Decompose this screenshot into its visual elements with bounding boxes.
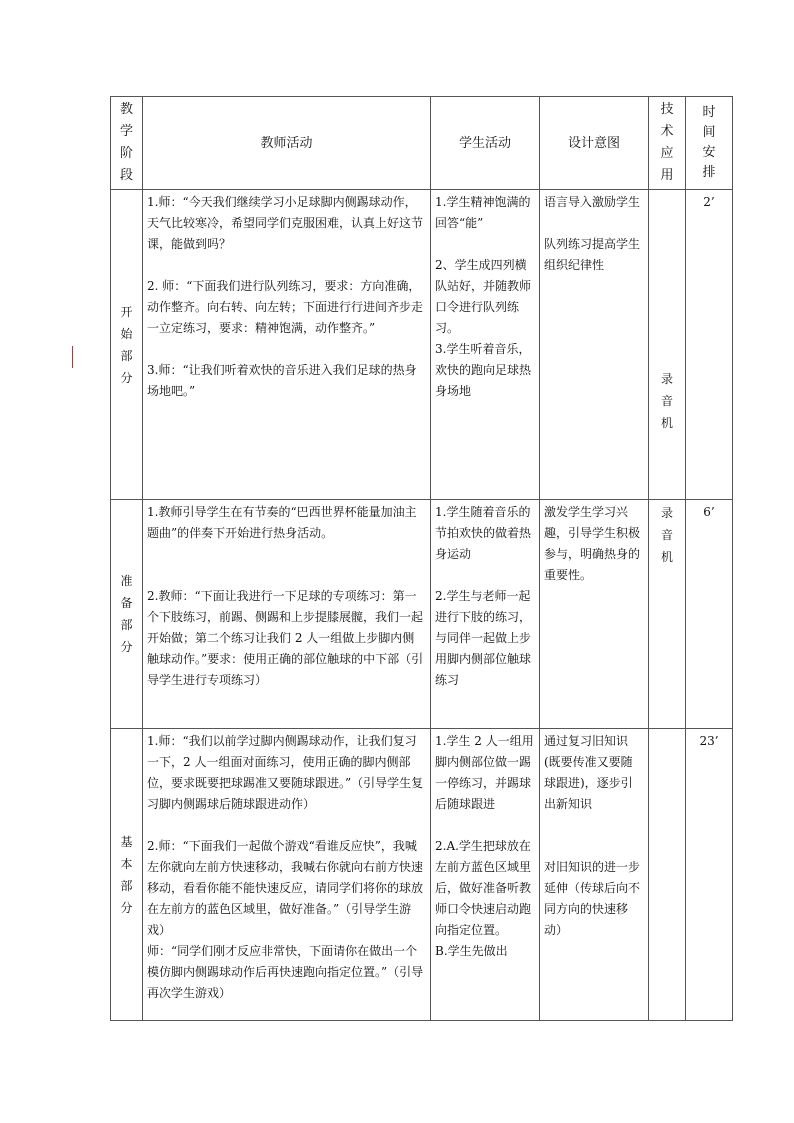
table-row bbox=[111, 729, 733, 1021]
header-design: 设计意图 bbox=[540, 97, 649, 190]
time-cell: 2’ bbox=[686, 190, 733, 500]
design-para: 激发学生学习兴趣，引导学生积极参与，明确热身的重要性。 bbox=[544, 505, 641, 582]
stage-cell: 准备部分 bbox=[111, 500, 143, 729]
design-para: 语言导入激励学生 bbox=[544, 195, 641, 209]
table-header-row bbox=[111, 97, 733, 190]
time-cell: 23’ bbox=[686, 729, 733, 1021]
time-cell: 6’ bbox=[686, 500, 733, 729]
student-para: 2.学生与老师一起进行下肢的练习，与同伴一起做上步用脚内侧部位触球练习 bbox=[435, 589, 532, 687]
header-teacher: 教师活动 bbox=[143, 97, 431, 190]
student-para: 1.学生精神饱满的回答“能” bbox=[435, 195, 531, 230]
table-row bbox=[111, 190, 733, 500]
design-cell bbox=[540, 190, 649, 500]
header-time: 时间安排 bbox=[686, 97, 733, 190]
teacher-para: 1.教师引导学生在有节奏的“巴西世界杯能量加油主题曲”的伴奏下开始进行热身活动。 bbox=[147, 505, 417, 540]
student-para: 1.学生 2 人一组用脚内侧部位做一踢一停练习，并踢球后随球跟进 bbox=[435, 734, 534, 811]
teacher-cell bbox=[143, 729, 431, 1021]
student-para: 2、学生成四列横队站好，并随教师口令进行队列练习。 bbox=[435, 258, 532, 335]
tech-cell: 录音机 bbox=[649, 500, 686, 729]
design-para: 对旧知识的进一步延伸（传球后向不同方向的快速移动） bbox=[544, 860, 641, 937]
student-cell bbox=[431, 190, 540, 500]
table-row bbox=[111, 500, 733, 729]
header-stage: 教学阶段 bbox=[111, 97, 143, 190]
margin-mark bbox=[72, 346, 73, 368]
student-para: 1.学生随着音乐的节拍欢快的做着热身运动 bbox=[435, 505, 532, 561]
tech-cell bbox=[649, 729, 686, 1021]
teacher-cell bbox=[143, 190, 431, 500]
tech-cell: 录音机 bbox=[649, 190, 686, 500]
teacher-para: 2. 师：“下面我们进行队列练习，要求：方向准确，动作整齐。向右转、向左转；下面进行行进间齐步走一立定练习，要求：精神饱满，动作整齐。” bbox=[147, 279, 424, 335]
header-tech: 技术应用 bbox=[649, 97, 686, 190]
design-cell bbox=[540, 500, 649, 729]
teacher-cell bbox=[143, 500, 431, 729]
stage-cell: 开始部分 bbox=[111, 190, 143, 500]
teacher-para: 1.师：“我们以前学过脚内侧踢球动作，让我们复习一下，2 人一组面对面练习，使用正确的脚内侧部位，要求既要把球踢准又要随球跟进。”（引导学生复习脚内侧踢球后随球跟进动作） bbox=[147, 734, 424, 811]
design-para: 队列练习提高学生组织纪律性 bbox=[544, 237, 641, 272]
student-cell bbox=[431, 729, 540, 1021]
teacher-para: 2.教师：“下面让我进行一下足球的专项练习：第一个下肢练习，前踢、侧踢和上步提膝展髋，我们一起开始做；第二个练习让我们 2 人一组做上步脚内侧触球动作。”要求：使用正确的部位触球的中下部（引导学生进行专项练习） bbox=[147, 589, 424, 687]
design-cell bbox=[540, 729, 649, 1021]
lesson-plan-table bbox=[110, 96, 733, 1021]
design-para: 通过复习旧知识(既要传准又要随球跟进)，逐步引出新知识 bbox=[544, 734, 633, 811]
student-cell bbox=[431, 500, 540, 729]
student-para: 3.学生听着音乐，欢快的跑向足球热身场地 bbox=[435, 342, 532, 398]
stage-cell: 基本部分 bbox=[111, 729, 143, 1021]
teacher-para: 3.师：“让我们听着欢快的音乐进入我们足球的热身场地吧。” bbox=[147, 363, 417, 398]
teacher-para: 2.师：“下面我们一起做个游戏“看谁反应快”，我喊左你就向左前方快速移动，我喊右你就向右前方快速移动，看看你能不能快速反应，请同学们将你的球放在左前方的蓝色区域里，做好准备。”（引导学生游戏） 师：“同学们刚才反应非常快，下面请你在做出一个模仿脚内侧踢球动作后再快速跑向指定位置。”（引导再次学生游戏） bbox=[147, 839, 424, 1000]
header-student: 学生活动 bbox=[431, 97, 540, 190]
student-para: 2.A.学生把球放在左前方蓝色区域里后，做好准备听教师口令快速启动跑向指定位置。 B.学生先做出 bbox=[435, 839, 532, 958]
teacher-para: 1.师：“今天我们继续学习小足球脚内侧踢球动作，天气比较寒冷，希望同学们克服困难，认真上好这节课，能做到吗？ bbox=[147, 195, 424, 251]
